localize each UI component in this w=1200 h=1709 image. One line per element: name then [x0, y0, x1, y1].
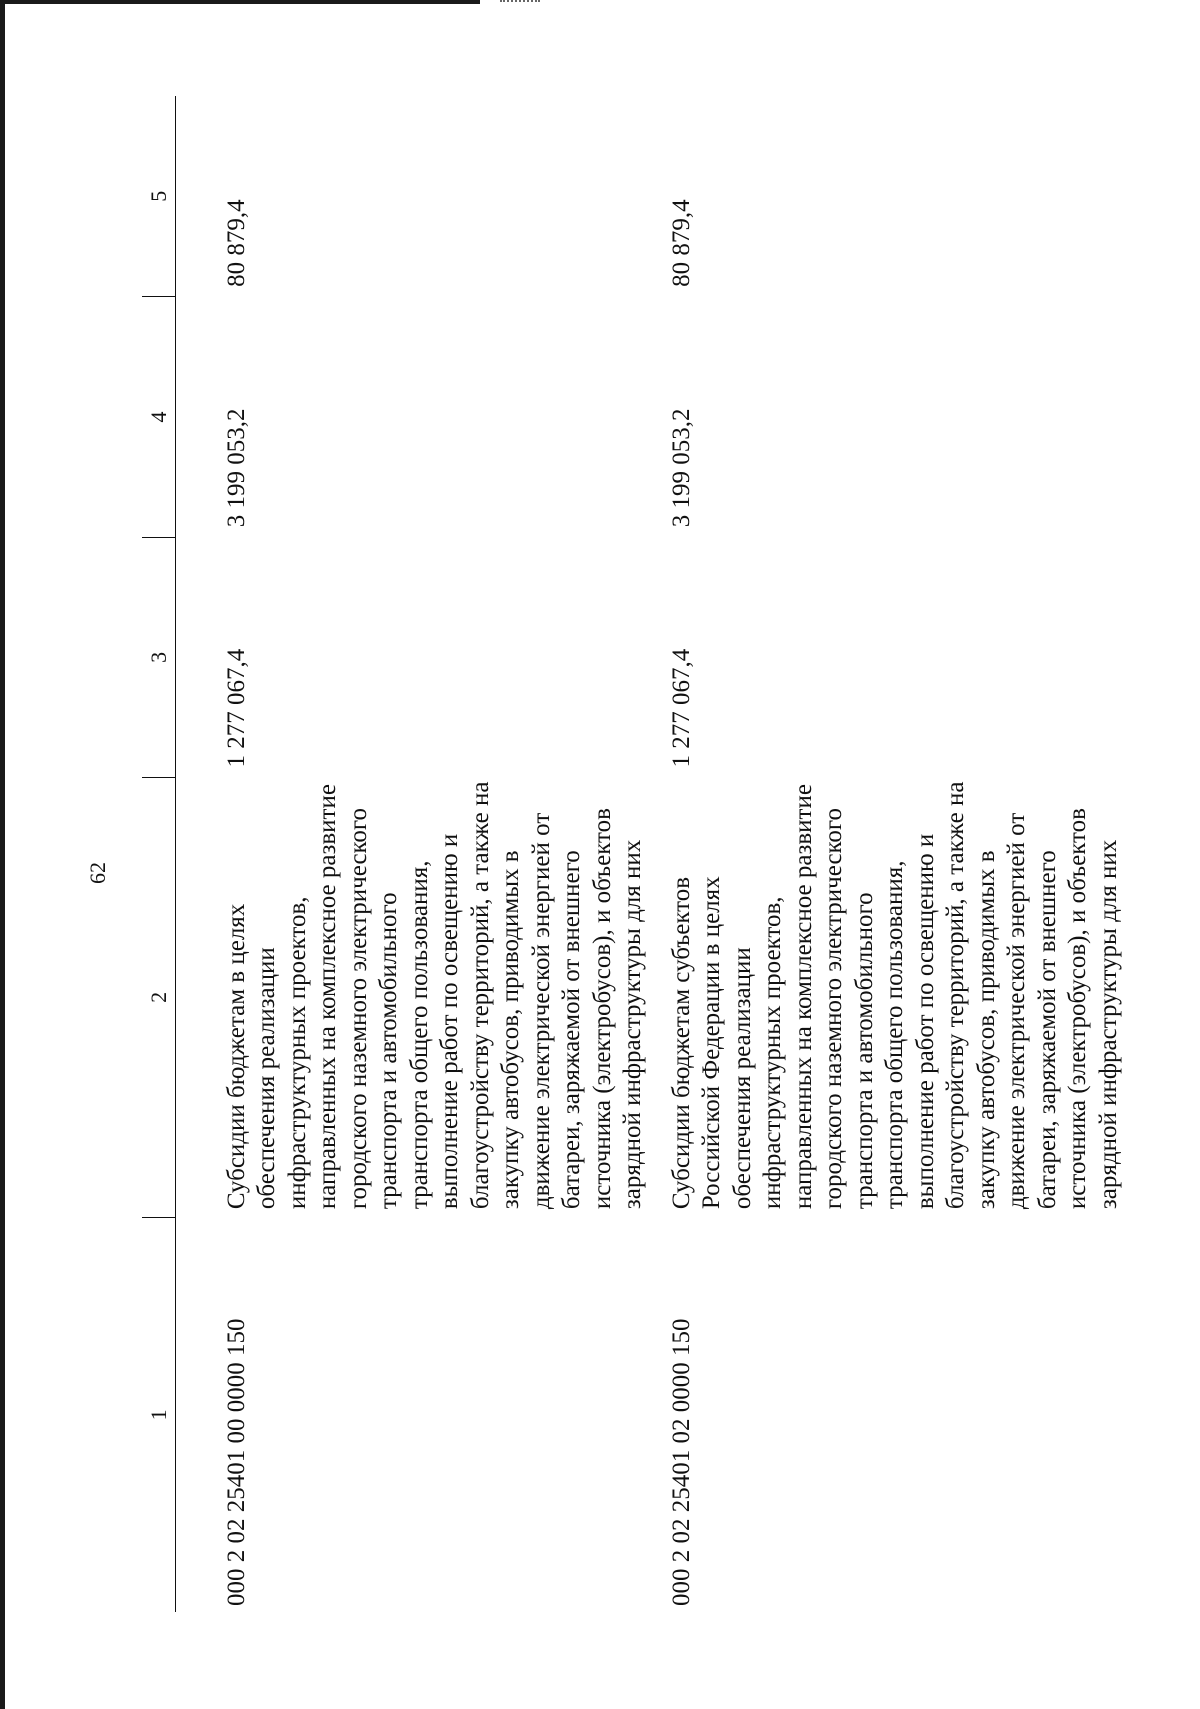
budget-table-rotated	[142, 96, 1162, 1612]
scan-edge-top	[0, 0, 480, 4]
value-col-5-cell: 80 879,4	[222, 199, 250, 287]
description-cell: Субсидии бюджетам субъектов Российской Федерации в целях обеспечения реализации инфраструктурных проектов, направленных на комплексное развитие городского наземного электрического транспорта и автомобильного транспорта общего пользования, выполнение работ по освещению и благоустройству территорий, а также на закупку автобусов, приводимых в движение электрической энергией от батареи, заряжаемой от внешнего источника (электробусов), и объектов зарядной инфраструктуры для них	[667, 781, 1122, 1210]
value-col-3-cell: 1 277 067,4	[222, 648, 250, 768]
budget-table	[142, 96, 1124, 1612]
value-col-4-cell: 3 199 053,2	[667, 408, 695, 528]
budget-code-cell: 000 2 02 25401 00 0000 150	[222, 1318, 250, 1606]
header-col-3: 3	[142, 537, 175, 777]
value-col-5-cell: 80 879,4	[667, 199, 695, 287]
budget-code-cell: 000 2 02 25401 02 0000 150	[667, 1318, 695, 1606]
scan-edge-left	[0, 0, 5, 1709]
table-row	[175, 96, 649, 1612]
header-col-5: 5	[142, 96, 175, 297]
header-col-2: 2	[142, 778, 175, 1218]
table-header-row	[142, 96, 175, 1612]
header-col-1: 1	[142, 1217, 175, 1612]
header-col-4: 4	[142, 297, 175, 537]
description-cell: Субсидии бюджетам в целях обеспечения реализации инфраструктурных проектов, направленных на комплексное развитие городского наземного электрического транспорта и автомобильного транспорта общего пользования, выполнение работ по освещению и благоустройству территорий, а также на закупку автобусов, приводимых в движение электрической энергией от батареи, заряжаемой от внешнего источника (электробусов), и объектов зарядной инфраструктуры для них	[222, 781, 646, 1210]
scan-dots	[500, 0, 540, 5]
value-col-4-cell: 3 199 053,2	[222, 408, 250, 528]
table-row	[649, 96, 1125, 1612]
page-number: 62	[85, 862, 110, 884]
value-col-3-cell: 1 277 067,4	[667, 648, 695, 768]
